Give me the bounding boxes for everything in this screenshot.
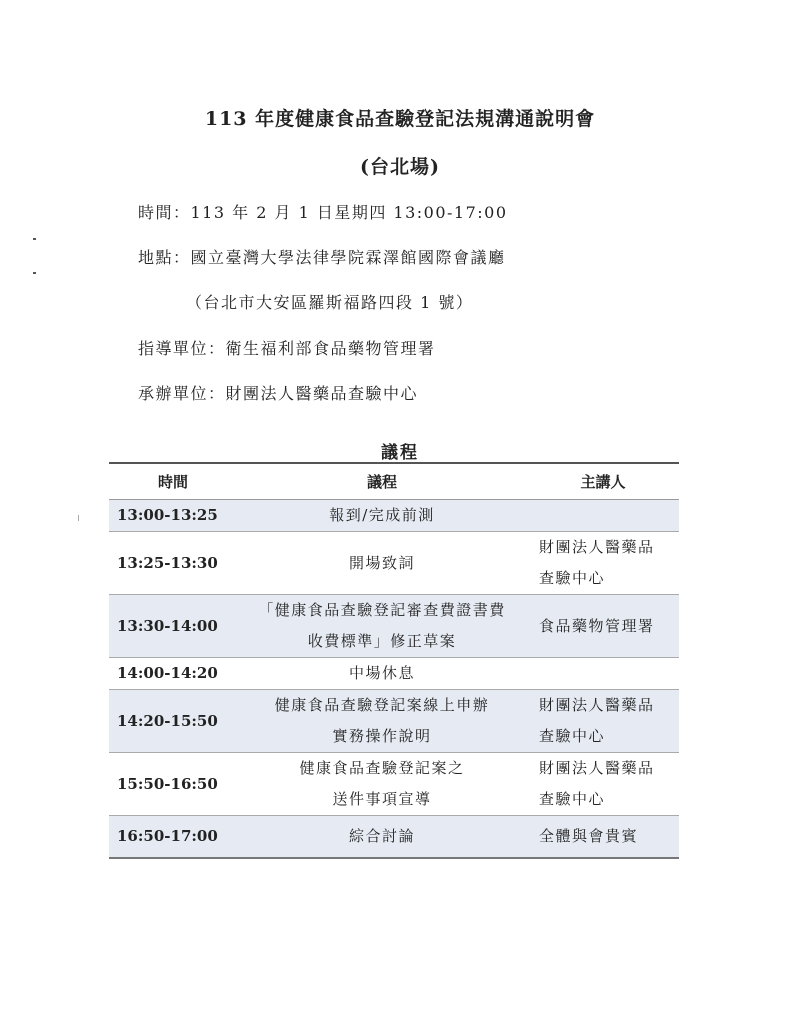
- agenda-time: 15:50-16:50: [109, 753, 237, 816]
- header-topic: 議程: [237, 463, 527, 500]
- header-time: 時間: [109, 463, 237, 500]
- event-time: 時間：113 年 2 月 1 日星期四 13:00-17:00: [138, 203, 508, 222]
- agenda-speaker-line: 財團法人醫藥品: [539, 538, 655, 556]
- agenda-row: [109, 532, 679, 595]
- agenda-time: 13:25-13:30: [109, 532, 237, 595]
- agenda-topic-line: 綜合討論: [348, 826, 415, 845]
- agenda-speaker: [527, 658, 679, 690]
- agenda-topic: [237, 690, 527, 753]
- agenda-topic-line: 開場致詞: [348, 553, 415, 572]
- event-organizer: 承辦單位：財團法人醫藥品查驗中心: [138, 384, 419, 403]
- agenda-speaker-line: 查驗中心: [539, 569, 606, 587]
- agenda-topic-line: 健康食品查驗登記案之: [299, 759, 465, 777]
- scan-speck: [33, 272, 36, 274]
- agenda-speaker: [527, 690, 679, 753]
- agenda-row: [109, 753, 679, 816]
- agenda-speaker: [527, 816, 679, 858]
- agenda-speaker-line: 食品藥物管理署: [539, 616, 655, 635]
- agenda-time: 13:00-13:25: [109, 500, 237, 532]
- agenda-speaker: [527, 753, 679, 816]
- agenda-row: [109, 816, 679, 858]
- agenda-topic-line: 送件事項宣導: [332, 790, 432, 808]
- agenda-topic: [237, 500, 527, 532]
- agenda-time: 16:50-17:00: [109, 816, 237, 858]
- agenda-speaker: [527, 500, 679, 532]
- agenda-topic-line: 實務操作說明: [332, 727, 432, 745]
- scan-speck: [33, 238, 36, 240]
- agenda-speaker-line: 全體與會貴賓: [539, 826, 639, 845]
- agenda-time: 14:20-15:50: [109, 690, 237, 753]
- agenda-speaker-line: 查驗中心: [539, 727, 606, 745]
- agenda-header-row: [109, 463, 679, 500]
- agenda-time: 14:00-14:20: [109, 658, 237, 690]
- document-subtitle: (台北場): [360, 156, 440, 178]
- agenda-speaker: [527, 532, 679, 595]
- agenda-row: [109, 690, 679, 753]
- scan-speck: [78, 515, 79, 521]
- agenda-topic-line: 中場休息: [348, 664, 415, 682]
- agenda-row: [109, 658, 679, 690]
- agenda-topic-line: 收費標準」修正草案: [307, 632, 457, 650]
- agenda-title: 議程: [381, 443, 419, 463]
- header-speaker: 主講人: [527, 463, 679, 500]
- agenda-speaker-line: 財團法人醫藥品: [539, 759, 655, 777]
- agenda-time: 13:30-14:00: [109, 595, 237, 658]
- agenda-table: [109, 462, 679, 859]
- agenda-topic: [237, 658, 527, 690]
- agenda-topic-line: 「健康食品查驗登記審查費證書費: [258, 601, 506, 619]
- agenda-row: [109, 500, 679, 532]
- agenda-topic: [237, 816, 527, 858]
- event-venue: 地點：國立臺灣大學法律學院霖澤館國際會議廳: [138, 248, 506, 267]
- agenda-topic: [237, 595, 527, 658]
- agenda-speaker-line: 查驗中心: [539, 790, 606, 808]
- event-supervisor: 指導單位：衛生福利部食品藥物管理署: [138, 339, 436, 358]
- agenda-speaker: [527, 595, 679, 658]
- event-address: （台北市大安區羅斯福路四段 1 號）: [186, 293, 474, 312]
- agenda-topic: [237, 753, 527, 816]
- agenda-speaker-line: 財團法人醫藥品: [539, 696, 655, 714]
- agenda-topic: [237, 532, 527, 595]
- agenda-topic-line: 健康食品查驗登記案線上申辦: [274, 696, 490, 714]
- agenda-row: [109, 595, 679, 658]
- document-title: 113 年度健康食品查驗登記法規溝通說明會: [204, 108, 596, 130]
- agenda-topic-line: 報到/完成前測: [329, 506, 435, 524]
